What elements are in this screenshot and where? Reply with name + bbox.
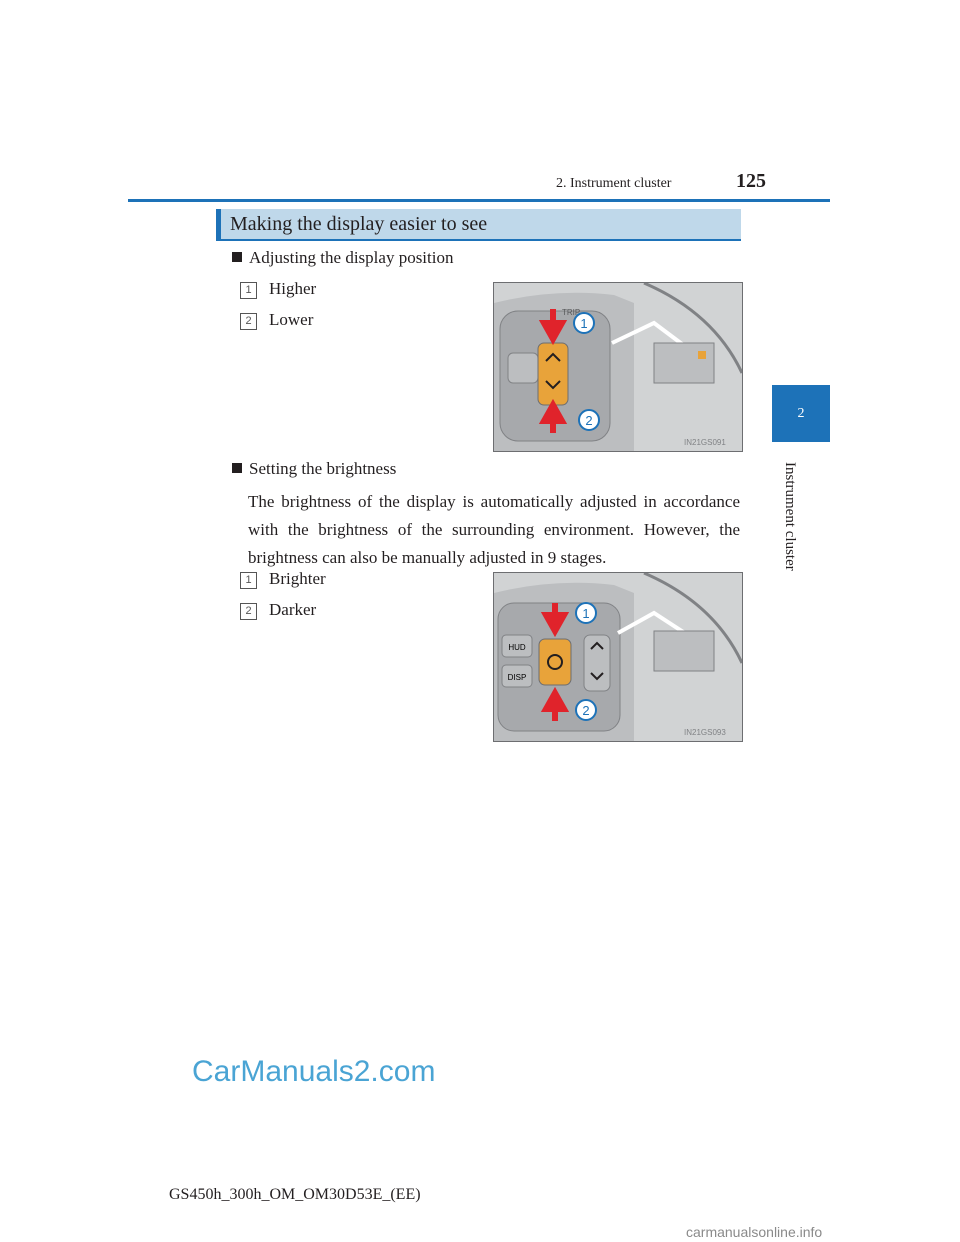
chapter-tab[interactable] <box>772 385 830 442</box>
number-badge-icon: 2 <box>240 603 257 620</box>
brightness-heading: Setting the brightness <box>232 459 396 479</box>
disp-label: DISP <box>507 673 527 682</box>
number-badge-icon: 1 <box>240 572 257 589</box>
page-number: 125 <box>736 170 766 192</box>
square-bullet-icon <box>232 463 242 473</box>
watermark-logo: CarManuals2.com <box>192 1055 436 1088</box>
number-badge-icon: 1 <box>240 282 257 299</box>
brightness-description: The brightness of the display is automatically adjusted in accordance with the brightness of the surrounding environment. However, the brightness can also be manually adjusted in 9 stages. <box>248 492 740 567</box>
watermark-site: carmanualsonline.info <box>686 1224 823 1240</box>
position-item-lower: 2 Lower <box>240 310 313 330</box>
square-bullet-icon <box>232 252 242 262</box>
position-figure <box>493 282 743 452</box>
number-badge-icon: 2 <box>240 313 257 330</box>
position-item-higher: 1 Higher <box>240 279 316 299</box>
header-rule <box>128 199 830 202</box>
chapter-label: Instrument cluster <box>782 461 798 571</box>
position-heading: Adjusting the display position <box>232 248 453 268</box>
callout-2: 2 <box>582 703 590 718</box>
section-title: Making the display easier to see <box>216 209 741 241</box>
figure-code: IN21GS091 <box>684 438 726 447</box>
brightness-figure <box>493 572 743 742</box>
callout-2: 2 <box>585 413 593 428</box>
footer-doc-code: GS450h_300h_OM_OM30D53E_(EE) <box>169 1186 421 1203</box>
chapter-number: 2 <box>797 405 805 421</box>
callout-1: 1 <box>580 316 588 331</box>
brightness-item-brighter: 1 Brighter <box>240 569 326 589</box>
trip-label: TRIP <box>562 308 581 317</box>
callout-1: 1 <box>582 606 590 621</box>
brightness-item-darker: 2 Darker <box>240 600 316 620</box>
figure-code: IN21GS093 <box>684 728 726 737</box>
hud-label: HUD <box>508 643 526 652</box>
header-section-title: 2. Instrument cluster <box>556 176 672 191</box>
